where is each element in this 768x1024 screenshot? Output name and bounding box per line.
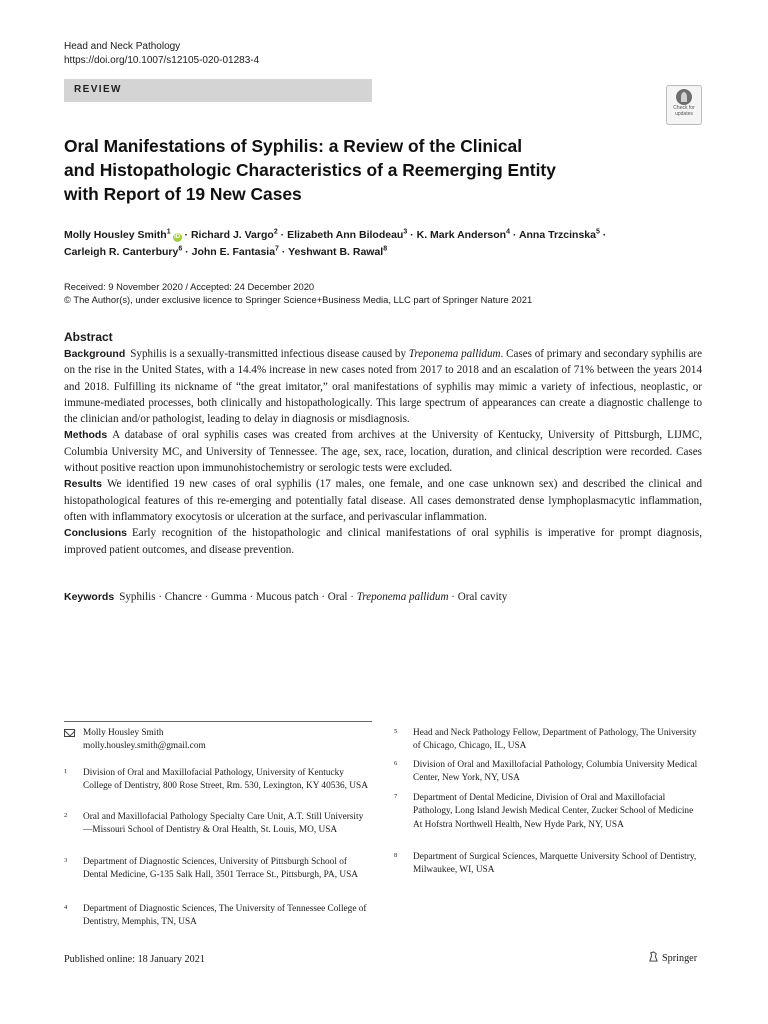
affiliation-ref: 1 bbox=[166, 228, 171, 236]
author-name[interactable]: Anna Trzcinska bbox=[518, 229, 596, 241]
abstract-text: . Cases of primary and secondary syphilis are on the rise in the United States, with a 14.4% increase in new cases noted from 2017 to 2018 and an escalation of 71% between the years 2014 and 2018. Fulfilling its nickname of “the great imitator,” oral manifestations of syphilis may mimic a variety of infectious, neoplastic, or immune-mediated processes, both clinically and histopathologically. This large spectrum of appearances can create a diagnostic challenge to the clinician and/or pathologist, leading to delay in diagnosis or misdiagnosis. bbox=[64, 348, 703, 426]
affiliation-text: Division of Oral and Maxillofacial Pathology, University of Kentucky College of Dentistry, 800 Rose Street, Rm. 530, Lexington, KY 40536, USA bbox=[83, 768, 368, 792]
affiliation-number: 8 bbox=[394, 852, 398, 859]
author-name[interactable]: John E. Fantasia bbox=[191, 246, 276, 258]
affiliation-text: Department of Diagnostic Sciences, The University of Tennessee College of Dentistry, Memphis, TN, USA bbox=[83, 904, 367, 928]
title-line: and Histopathologic Characteristics of a Reemerging Entity bbox=[64, 160, 556, 180]
footnote-divider bbox=[64, 721, 372, 722]
affiliation-ref: 3 bbox=[403, 228, 408, 236]
abstract-heading: Abstract bbox=[64, 330, 113, 344]
orcid-icon[interactable]: iD bbox=[174, 234, 181, 240]
keyword-species: Treponema pallidum bbox=[356, 591, 449, 603]
abstract-results bbox=[64, 476, 702, 525]
affiliation-ref: 6 bbox=[178, 245, 183, 253]
title-line: Oral Manifestations of Syphilis: a Review of the Clinical bbox=[64, 136, 523, 156]
abstract-text: We identified 19 new cases of oral syphilis (17 males, one female, and one case unknown sex) and described the clinical and histopathological features of this re-emerging and potentially fatal disease. All cases demonstrated dense lymphoplasmacytic inflammation, often with inflammatory exocytosis or ulceration at the surface, and perivascular inflammation. bbox=[64, 478, 702, 523]
section-label: Results bbox=[64, 478, 102, 491]
published-date: Published online: 18 January 2021 bbox=[64, 954, 205, 965]
affiliation-number: 3 bbox=[64, 857, 68, 864]
affiliation-text: Department of Surgical Sciences, Marquette University School of Dentistry, Milwaukee, WI, USA bbox=[413, 852, 697, 876]
affiliation-text: Department of Dental Medicine, Division of Oral and Maxillofacial Pathology, Long Island Jewish Medical Center, Zucker School of Medicine At Hofstra Northwell Health, New Hyde Park, NY, USA bbox=[413, 793, 694, 830]
abstract-methods bbox=[64, 427, 702, 476]
article-type-band bbox=[64, 79, 372, 102]
check-for-updates-button[interactable] bbox=[666, 85, 702, 125]
title-line: with Report of 19 New Cases bbox=[64, 184, 302, 204]
check-updates-line1: Check for bbox=[673, 105, 695, 111]
affiliation-number: 4 bbox=[64, 904, 68, 911]
affiliation-number: 1 bbox=[64, 768, 68, 775]
affiliation-ref: 8 bbox=[383, 245, 388, 253]
affiliation-text: Oral and Maxillofacial Pathology Specialty Care Unit, A.T. Still University—Missouri School of Dentistry & Oral Health, St. Louis, MO, USA bbox=[83, 812, 364, 836]
check-updates-line2: updates bbox=[675, 110, 693, 117]
publisher-name: Springer bbox=[662, 953, 698, 964]
species-name: Treponema pallidum bbox=[408, 348, 501, 360]
abstract-background bbox=[64, 346, 702, 427]
corresponding-email[interactable]: molly.housley.smith@gmail.com bbox=[83, 741, 206, 752]
author-name[interactable]: Richard J. Vargo bbox=[190, 229, 274, 241]
copyright-notice: © The Author(s), under exclusive licence to Springer Science+Business Media, LLC part of Springer Nature 2021 bbox=[64, 294, 533, 305]
corresponding-name: Molly Housley Smith bbox=[83, 728, 164, 738]
article-type-label: REVIEW bbox=[74, 84, 122, 95]
author-name[interactable]: K. Mark Anderson bbox=[416, 229, 507, 241]
envelope-icon bbox=[64, 729, 75, 737]
keywords-label: Keywords bbox=[64, 591, 115, 603]
keywords-text: · Oral cavity bbox=[448, 591, 508, 603]
affiliation-number: 6 bbox=[394, 760, 398, 767]
author-list: Molly Housley Smith$^1$iD · Richard J. Vargo$^2$ · Elizabeth Ann Bilodeau$^3$ · K. Mark Anderson$^4$ · Anna Trzcinska$^5$ · Carleigh R. Canterbury$^6$ · John E. Fantasia$^7$ · Yeshwant B. Rawal$^8$ bbox=[64, 228, 607, 258]
author-name[interactable]: Carleigh R. Canterbury bbox=[64, 246, 179, 258]
affiliation-ref: 5 bbox=[595, 228, 600, 236]
affiliation-ref: 4 bbox=[506, 228, 510, 236]
abstract-conclusions bbox=[64, 525, 702, 558]
keywords-text: Syphilis · Chancre · Gumma · Mucous patch · Oral · bbox=[119, 591, 357, 603]
abstract-text: Syphilis is a sexually-transmitted infectious disease caused by bbox=[130, 348, 409, 360]
affiliation-number: 7 bbox=[394, 793, 398, 800]
received-accepted-dates: Received: 9 November 2020 / Accepted: 24 December 2020 bbox=[64, 281, 315, 292]
doi-link[interactable]: https://doi.org/10.1007/s12105-020-01283-4 bbox=[64, 55, 260, 66]
journal-name: Head and Neck Pathology bbox=[64, 41, 181, 52]
article-title bbox=[64, 134, 604, 206]
bookmark-icon bbox=[676, 89, 692, 105]
affiliation-number: 2 bbox=[64, 812, 68, 819]
affiliation-text: Division of Oral and Maxillofacial Pathology, Columbia University Medical Center, New York, NY, USA bbox=[413, 760, 698, 784]
abstract-text: Early recognition of the histopathologic and clinical manifestations of oral syphilis is imperative for prompt diagnosis, improved patient outcomes, and disease prevention. bbox=[64, 527, 702, 556]
affiliation-ref: 7 bbox=[275, 245, 279, 253]
affiliation-number: 5 bbox=[394, 728, 398, 735]
abstract-text: A database of oral syphilis cases was created from archives at the University of Kentucky, University of Pittsburgh, LIJMC, Columbia University MC, and University of Tennessee. The age, sex, race, location, duration, and clinical description were recorded. Cases without positive reaction upon immunohistochemistry or serologic tests were excluded. bbox=[64, 429, 702, 475]
section-label: Background bbox=[64, 348, 126, 360]
author-name[interactable]: Molly Housley Smith bbox=[64, 229, 167, 241]
springer-horse-icon bbox=[648, 951, 659, 962]
affiliation-text: Head and Neck Pathology Fellow, Department of Pathology, The University of Chicago, Chicago, IL, USA bbox=[413, 728, 697, 752]
author-name[interactable]: Yeshwant B. Rawal bbox=[288, 246, 384, 258]
publisher-logo bbox=[648, 951, 697, 966]
section-label: Conclusions bbox=[64, 527, 128, 540]
author-name[interactable]: Elizabeth Ann Bilodeau bbox=[287, 229, 404, 241]
affiliation-text: Department of Diagnostic Sciences, University of Pittsburgh School of Dental Medicine, G-135 Salk Hall, 3501 Terrace St., Pittsburgh, PA, USA bbox=[83, 857, 358, 881]
section-label: Methods bbox=[64, 429, 108, 442]
keywords bbox=[64, 589, 704, 605]
abstract-body bbox=[64, 346, 702, 558]
affiliation-ref: 2 bbox=[273, 228, 278, 236]
